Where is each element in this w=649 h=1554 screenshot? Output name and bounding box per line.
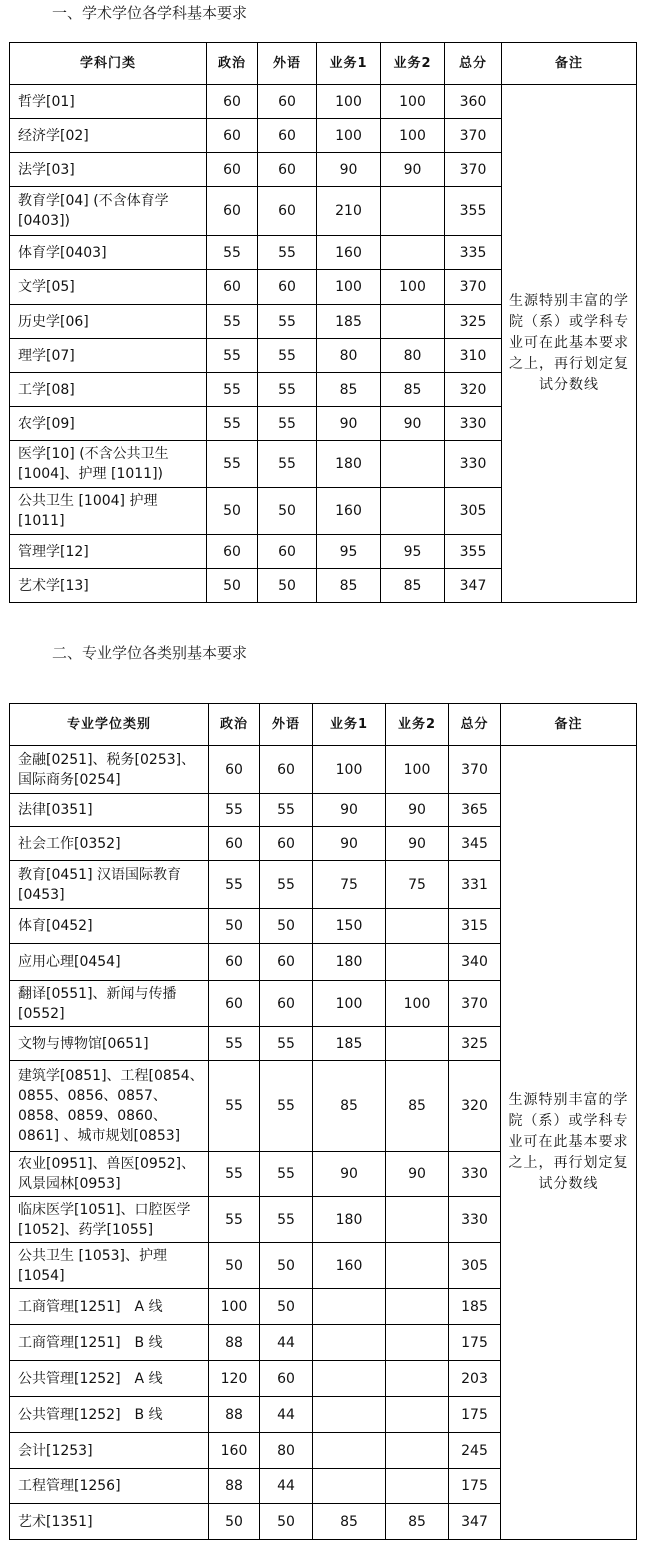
- subject2-score: 90: [386, 827, 449, 861]
- row-category-name: 金融[0251]、税务[0253]、国际商务[0254]: [10, 746, 209, 794]
- language-score: 55: [260, 1152, 313, 1197]
- subject1-score: 180: [313, 1197, 386, 1243]
- subject2-score: 85: [381, 569, 445, 603]
- subject1-score: 185: [317, 305, 381, 339]
- language-score: 55: [258, 407, 317, 441]
- politics-score: 55: [209, 1197, 260, 1243]
- language-score: 80: [260, 1433, 313, 1469]
- language-score: 50: [260, 1243, 313, 1289]
- subject1-score: 100: [317, 119, 381, 153]
- row-category-name: 医学[10] (不含公共卫生[1004]、护理 [1011]): [10, 441, 207, 488]
- subject2-score: 85: [386, 1504, 449, 1540]
- subject1-score: 100: [313, 981, 386, 1027]
- language-score: 60: [258, 153, 317, 187]
- row-category-name: 艺术学[13]: [10, 569, 207, 603]
- subject2-score: 90: [386, 794, 449, 827]
- politics-score: 100: [209, 1289, 260, 1325]
- subject2-score: [386, 1243, 449, 1289]
- politics-score: 55: [209, 1027, 260, 1061]
- language-score: 55: [260, 1061, 313, 1152]
- col-header-total: 总分: [445, 43, 502, 85]
- politics-score: 60: [209, 944, 260, 981]
- row-category-name: 公共卫生 [1053]、护理[1054]: [10, 1243, 209, 1289]
- col-header-degree-type: 专业学位类别: [10, 704, 209, 746]
- politics-score: 50: [209, 1504, 260, 1540]
- subject2-score: [381, 488, 445, 535]
- politics-score: 60: [209, 827, 260, 861]
- row-category-name: 法律[0351]: [10, 794, 209, 827]
- language-score: 55: [258, 236, 317, 270]
- subject2-score: 90: [386, 1152, 449, 1197]
- politics-score: 88: [209, 1397, 260, 1433]
- subject1-score: 180: [313, 944, 386, 981]
- total-score: 203: [449, 1361, 501, 1397]
- language-score: 50: [258, 569, 317, 603]
- section2-title: 二、专业学位各类别基本要求: [52, 644, 248, 662]
- subject1-score: 160: [317, 236, 381, 270]
- remarks-note: 生源特别丰富的学院（系）或学科专业可在此基本要求之上，再行划定复试分数线: [502, 85, 637, 603]
- col-header-subject1: 业务1: [317, 43, 381, 85]
- language-score: 60: [258, 270, 317, 305]
- subject1-score: 150: [313, 909, 386, 944]
- row-category-name: 工商管理[1251] B 线: [10, 1325, 209, 1361]
- subject1-score: 85: [313, 1061, 386, 1152]
- subject2-score: 85: [381, 373, 445, 407]
- language-score: 50: [260, 1504, 313, 1540]
- language-score: 50: [260, 909, 313, 944]
- total-score: 345: [449, 827, 501, 861]
- table-row: [10, 85, 637, 119]
- subject1-score: 85: [317, 569, 381, 603]
- subject2-score: 100: [381, 270, 445, 305]
- politics-score: 60: [207, 187, 258, 236]
- politics-score: 120: [209, 1361, 260, 1397]
- row-category-name: 经济学[02]: [10, 119, 207, 153]
- politics-score: 60: [207, 153, 258, 187]
- language-score: 60: [258, 119, 317, 153]
- total-score: 370: [449, 981, 501, 1027]
- row-category-name: 体育[0452]: [10, 909, 209, 944]
- subject1-score: 160: [317, 488, 381, 535]
- total-score: 320: [445, 373, 502, 407]
- subject1-score: 100: [317, 270, 381, 305]
- politics-score: 60: [207, 119, 258, 153]
- col-header-language: 外语: [260, 704, 313, 746]
- politics-score: 55: [207, 339, 258, 373]
- politics-score: 60: [209, 746, 260, 794]
- subject2-score: 90: [381, 153, 445, 187]
- language-score: 55: [260, 1027, 313, 1061]
- subject1-score: [313, 1397, 386, 1433]
- col-header-language: 外语: [258, 43, 317, 85]
- subject1-score: 210: [317, 187, 381, 236]
- row-category-name: 农业[0951]、兽医[0952]、风景园林[0953]: [10, 1152, 209, 1197]
- subject1-score: 85: [317, 373, 381, 407]
- politics-score: 60: [207, 535, 258, 569]
- politics-score: 55: [207, 305, 258, 339]
- subject1-score: 90: [313, 1152, 386, 1197]
- total-score: 175: [449, 1469, 501, 1504]
- total-score: 370: [445, 119, 502, 153]
- professional-degree-table: [9, 703, 637, 1540]
- subject1-score: 160: [313, 1243, 386, 1289]
- politics-score: 88: [209, 1325, 260, 1361]
- politics-score: 55: [207, 373, 258, 407]
- politics-score: 55: [207, 407, 258, 441]
- row-category-name: 公共卫生 [1004] 护理 [1011]: [10, 488, 207, 535]
- language-score: 60: [260, 1361, 313, 1397]
- col-header-total: 总分: [449, 704, 501, 746]
- row-category-name: 教育学[04] (不含体育学[0403]): [10, 187, 207, 236]
- total-score: 331: [449, 861, 501, 909]
- politics-score: 55: [207, 441, 258, 488]
- subject2-score: [386, 1325, 449, 1361]
- row-category-name: 建筑学[0851]、工程[0854、0855、0856、0857、0858、0859、0860、0861] 、城市规划[0853]: [10, 1061, 209, 1152]
- total-score: 320: [449, 1061, 501, 1152]
- politics-score: 55: [209, 1061, 260, 1152]
- language-score: 60: [258, 535, 317, 569]
- subject2-score: 100: [381, 119, 445, 153]
- total-score: 330: [445, 407, 502, 441]
- language-score: 60: [260, 827, 313, 861]
- total-score: 370: [445, 270, 502, 305]
- total-score: 370: [445, 153, 502, 187]
- language-score: 55: [258, 441, 317, 488]
- row-category-name: 教育[0451] 汉语国际教育[0453]: [10, 861, 209, 909]
- politics-score: 60: [207, 85, 258, 119]
- row-category-name: 应用心理[0454]: [10, 944, 209, 981]
- total-score: 335: [445, 236, 502, 270]
- subject2-score: [381, 305, 445, 339]
- row-category-name: 社会工作[0352]: [10, 827, 209, 861]
- subject2-score: 100: [386, 981, 449, 1027]
- table-row: [10, 746, 637, 794]
- col-header-subject2: 业务2: [381, 43, 445, 85]
- politics-score: 50: [209, 1243, 260, 1289]
- subject1-score: 90: [317, 153, 381, 187]
- row-category-name: 法学[03]: [10, 153, 207, 187]
- total-score: 310: [445, 339, 502, 373]
- subject1-score: 100: [313, 746, 386, 794]
- row-category-name: 工商管理[1251] A 线: [10, 1289, 209, 1325]
- politics-score: 60: [209, 981, 260, 1027]
- subject2-score: 75: [386, 861, 449, 909]
- subject2-score: [386, 944, 449, 981]
- col-header-subject2: 业务2: [386, 704, 449, 746]
- politics-score: 55: [207, 236, 258, 270]
- politics-score: 88: [209, 1469, 260, 1504]
- total-score: 330: [449, 1197, 501, 1243]
- academic-degree-table: [9, 42, 637, 603]
- total-score: 355: [445, 187, 502, 236]
- language-score: 60: [258, 187, 317, 236]
- language-score: 60: [260, 746, 313, 794]
- language-score: 60: [260, 944, 313, 981]
- total-score: 347: [449, 1504, 501, 1540]
- row-category-name: 艺术[1351]: [10, 1504, 209, 1540]
- total-score: 355: [445, 535, 502, 569]
- language-score: 50: [260, 1289, 313, 1325]
- total-score: 315: [449, 909, 501, 944]
- col-header-politics: 政治: [209, 704, 260, 746]
- subject2-score: [386, 1469, 449, 1504]
- total-score: 340: [449, 944, 501, 981]
- table-header-row: [10, 704, 637, 746]
- subject1-score: 80: [317, 339, 381, 373]
- language-score: 55: [258, 339, 317, 373]
- total-score: 347: [445, 569, 502, 603]
- subject2-score: [386, 1361, 449, 1397]
- language-score: 55: [258, 305, 317, 339]
- subject1-score: 100: [317, 85, 381, 119]
- total-score: 330: [449, 1152, 501, 1197]
- language-score: 44: [260, 1325, 313, 1361]
- total-score: 360: [445, 85, 502, 119]
- row-category-name: 哲学[01]: [10, 85, 207, 119]
- section1-title: 一、学术学位各学科基本要求: [52, 4, 248, 22]
- total-score: 325: [445, 305, 502, 339]
- subject2-score: [381, 441, 445, 488]
- politics-score: 50: [207, 569, 258, 603]
- col-header-note: 备注: [502, 43, 637, 85]
- subject2-score: 100: [381, 85, 445, 119]
- row-category-name: 体育学[0403]: [10, 236, 207, 270]
- row-category-name: 工程管理[1256]: [10, 1469, 209, 1504]
- language-score: 44: [260, 1397, 313, 1433]
- subject1-score: 90: [313, 794, 386, 827]
- subject1-score: [313, 1325, 386, 1361]
- row-category-name: 公共管理[1252] A 线: [10, 1361, 209, 1397]
- row-category-name: 公共管理[1252] B 线: [10, 1397, 209, 1433]
- language-score: 60: [260, 981, 313, 1027]
- col-header-note: 备注: [501, 704, 637, 746]
- politics-score: 50: [209, 909, 260, 944]
- total-score: 325: [449, 1027, 501, 1061]
- subject1-score: 90: [317, 407, 381, 441]
- subject2-score: 100: [386, 746, 449, 794]
- row-category-name: 理学[07]: [10, 339, 207, 373]
- total-score: 330: [445, 441, 502, 488]
- total-score: 305: [445, 488, 502, 535]
- subject2-score: [386, 1433, 449, 1469]
- table-header-row: [10, 43, 637, 85]
- language-score: 55: [260, 1197, 313, 1243]
- subject2-score: [386, 909, 449, 944]
- row-category-name: 工学[08]: [10, 373, 207, 407]
- language-score: 55: [258, 373, 317, 407]
- subject1-score: 90: [313, 827, 386, 861]
- total-score: 365: [449, 794, 501, 827]
- subject2-score: [386, 1197, 449, 1243]
- subject2-score: [381, 187, 445, 236]
- politics-score: 160: [209, 1433, 260, 1469]
- row-category-name: 历史学[06]: [10, 305, 207, 339]
- total-score: 370: [449, 746, 501, 794]
- politics-score: 55: [209, 1152, 260, 1197]
- total-score: 175: [449, 1325, 501, 1361]
- col-header-subject1: 业务1: [313, 704, 386, 746]
- language-score: 55: [260, 794, 313, 827]
- politics-score: 55: [209, 861, 260, 909]
- language-score: 44: [260, 1469, 313, 1504]
- subject1-score: 75: [313, 861, 386, 909]
- subject2-score: 90: [381, 407, 445, 441]
- language-score: 55: [260, 861, 313, 909]
- subject2-score: [386, 1289, 449, 1325]
- row-category-name: 临床医学[1051]、口腔医学[1052]、药学[1055]: [10, 1197, 209, 1243]
- subject1-score: 95: [317, 535, 381, 569]
- subject1-score: [313, 1433, 386, 1469]
- politics-score: 60: [207, 270, 258, 305]
- row-category-name: 管理学[12]: [10, 535, 207, 569]
- remarks-note: 生源特别丰富的学院（系）或学科专业可在此基本要求之上，再行划定复试分数线: [501, 746, 637, 1540]
- subject1-score: 185: [313, 1027, 386, 1061]
- subject1-score: 180: [317, 441, 381, 488]
- subject2-score: [386, 1027, 449, 1061]
- row-category-name: 翻译[0551]、新闻与传播[0552]: [10, 981, 209, 1027]
- total-score: 245: [449, 1433, 501, 1469]
- total-score: 185: [449, 1289, 501, 1325]
- language-score: 50: [258, 488, 317, 535]
- col-header-category: 学科门类: [10, 43, 207, 85]
- subject2-score: [381, 236, 445, 270]
- subject2-score: [386, 1397, 449, 1433]
- subject2-score: 85: [386, 1061, 449, 1152]
- politics-score: 50: [207, 488, 258, 535]
- subject1-score: [313, 1469, 386, 1504]
- politics-score: 55: [209, 794, 260, 827]
- row-category-name: 会计[1253]: [10, 1433, 209, 1469]
- language-score: 60: [258, 85, 317, 119]
- row-category-name: 文学[05]: [10, 270, 207, 305]
- subject1-score: 85: [313, 1504, 386, 1540]
- row-category-name: 农学[09]: [10, 407, 207, 441]
- total-score: 175: [449, 1397, 501, 1433]
- row-category-name: 文物与博物馆[0651]: [10, 1027, 209, 1061]
- total-score: 305: [449, 1243, 501, 1289]
- subject1-score: [313, 1361, 386, 1397]
- subject2-score: 80: [381, 339, 445, 373]
- col-header-politics: 政治: [207, 43, 258, 85]
- subject2-score: 95: [381, 535, 445, 569]
- subject1-score: [313, 1289, 386, 1325]
